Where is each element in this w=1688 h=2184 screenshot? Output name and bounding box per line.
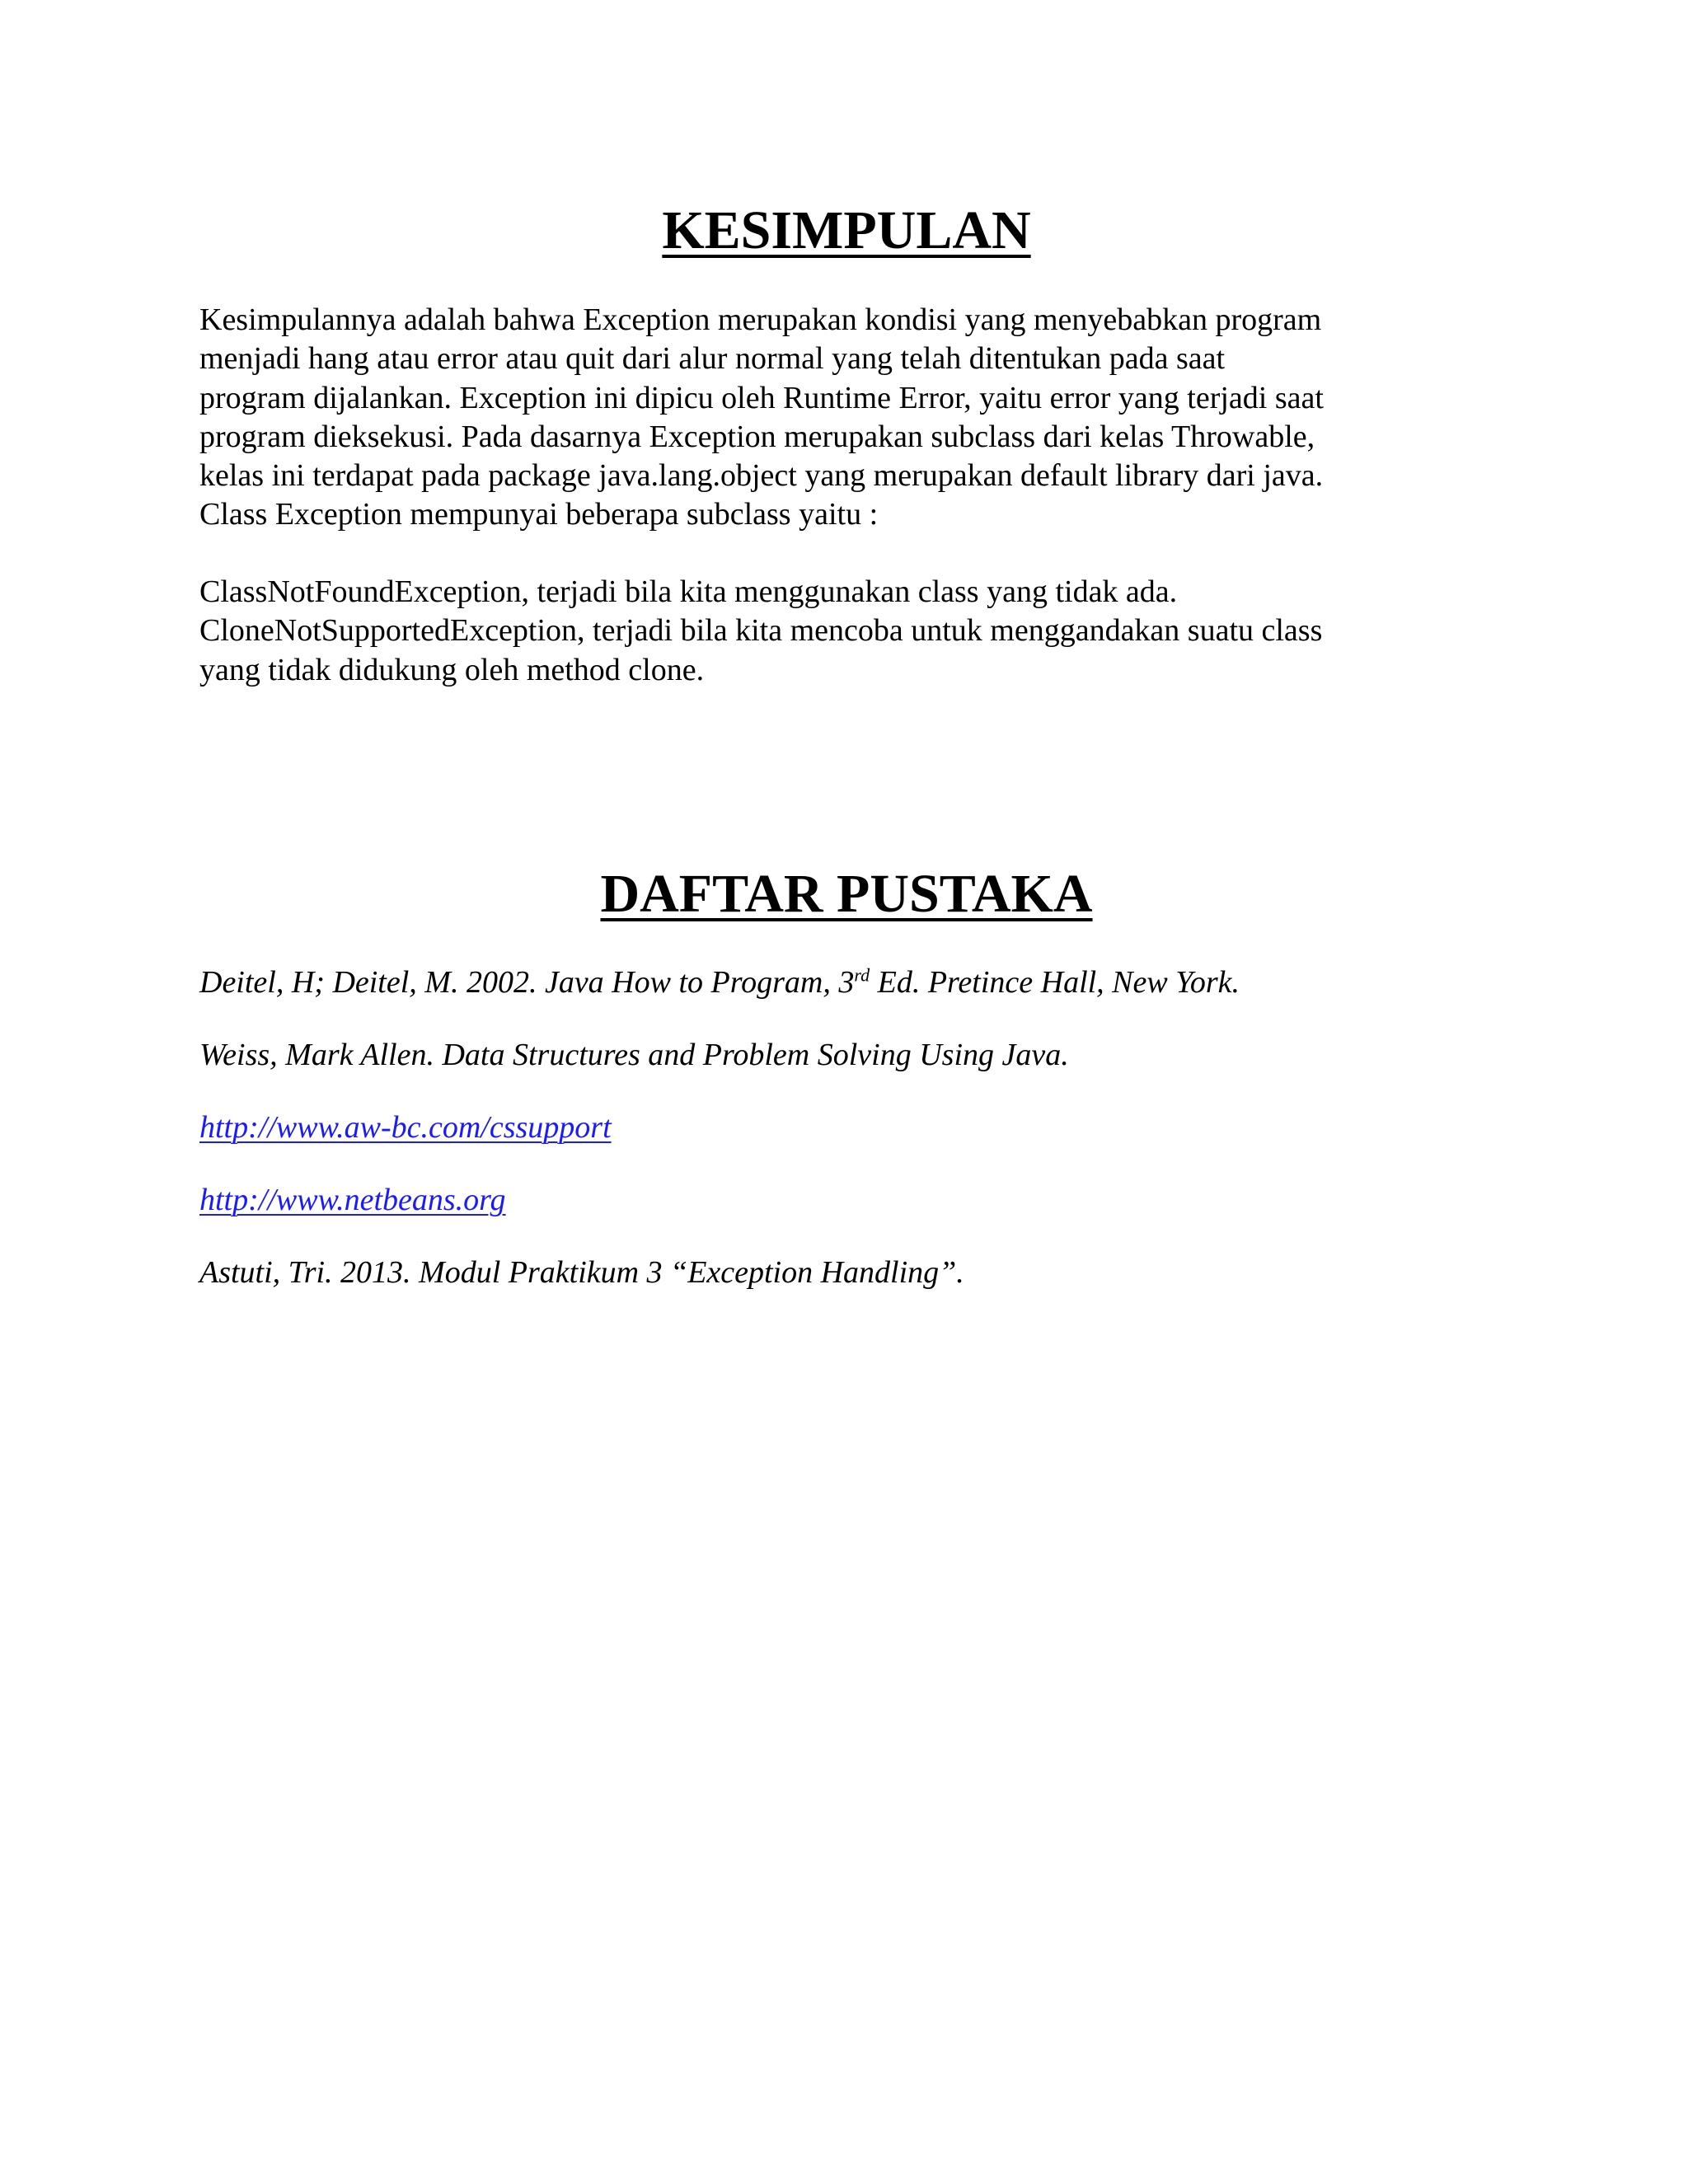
paragraph-line: Kesimpulannya adalah bahwa Exception merupakan kondisi yang menyebabkan program xyxy=(199,302,1322,337)
reference-link-netbeans[interactable]: http://www.netbeans.org xyxy=(199,1183,506,1217)
reference-link-aw-bc[interactable]: http://www.aw-bc.com/cssupport xyxy=(199,1110,612,1145)
daftar-pustaka-heading: DAFTAR PUSTAKA xyxy=(600,864,1093,924)
reference-text: Deitel, H; Deitel, M. 2002. Java How to Program, 3 xyxy=(199,965,855,1000)
reference-list xyxy=(199,963,1493,1325)
reference-item xyxy=(199,1253,1493,1325)
reference-text: Weiss, Mark Allen. Data Structures and Problem Solving Using Java. xyxy=(199,1038,1069,1072)
kesimpulan-heading: KESIMPULAN xyxy=(662,200,1031,260)
paragraph-line: kelas ini terdapat pada package java.lang.object yang merupakan default library dari java. xyxy=(199,458,1324,494)
paragraph-line: ClassNotFoundException, terjadi bila kita menggunakan class yang tidak ada. xyxy=(199,574,1178,609)
reference-text: Ed. Pretince Hall, New York. xyxy=(870,965,1240,1000)
paragraph-line: CloneNotSupportedException, terjadi bila kita mencoba untuk menggandakan suatu class xyxy=(199,613,1323,649)
reference-item xyxy=(199,963,1493,1035)
subclass-paragraph xyxy=(199,573,1493,690)
paragraph-line: yang tidak didukung oleh method clone. xyxy=(199,652,705,687)
paragraph-line: program dieksekusi. Pada dasarnya Exception merupakan subclass dari kelas Throwable, xyxy=(199,419,1315,454)
reference-item xyxy=(199,1035,1493,1108)
ordinal-superscript: rd xyxy=(854,964,870,986)
paragraph-line: Class Exception mempunyai beberapa subclass yaitu : xyxy=(199,497,879,532)
reference-item xyxy=(199,1108,1493,1180)
reference-item xyxy=(199,1180,1493,1253)
reference-text: Astuti, Tri. 2013. Modul Praktikum 3 “Exception Handling”. xyxy=(199,1255,964,1290)
paragraph-line: program dijalankan. Exception ini dipicu oleh Runtime Error, yaitu error yang terjadi saat xyxy=(199,380,1324,415)
paragraph-line: menjadi hang atau error atau quit dari alur normal yang telah ditentukan pada saat xyxy=(199,341,1226,377)
kesimpulan-paragraph xyxy=(199,301,1493,535)
